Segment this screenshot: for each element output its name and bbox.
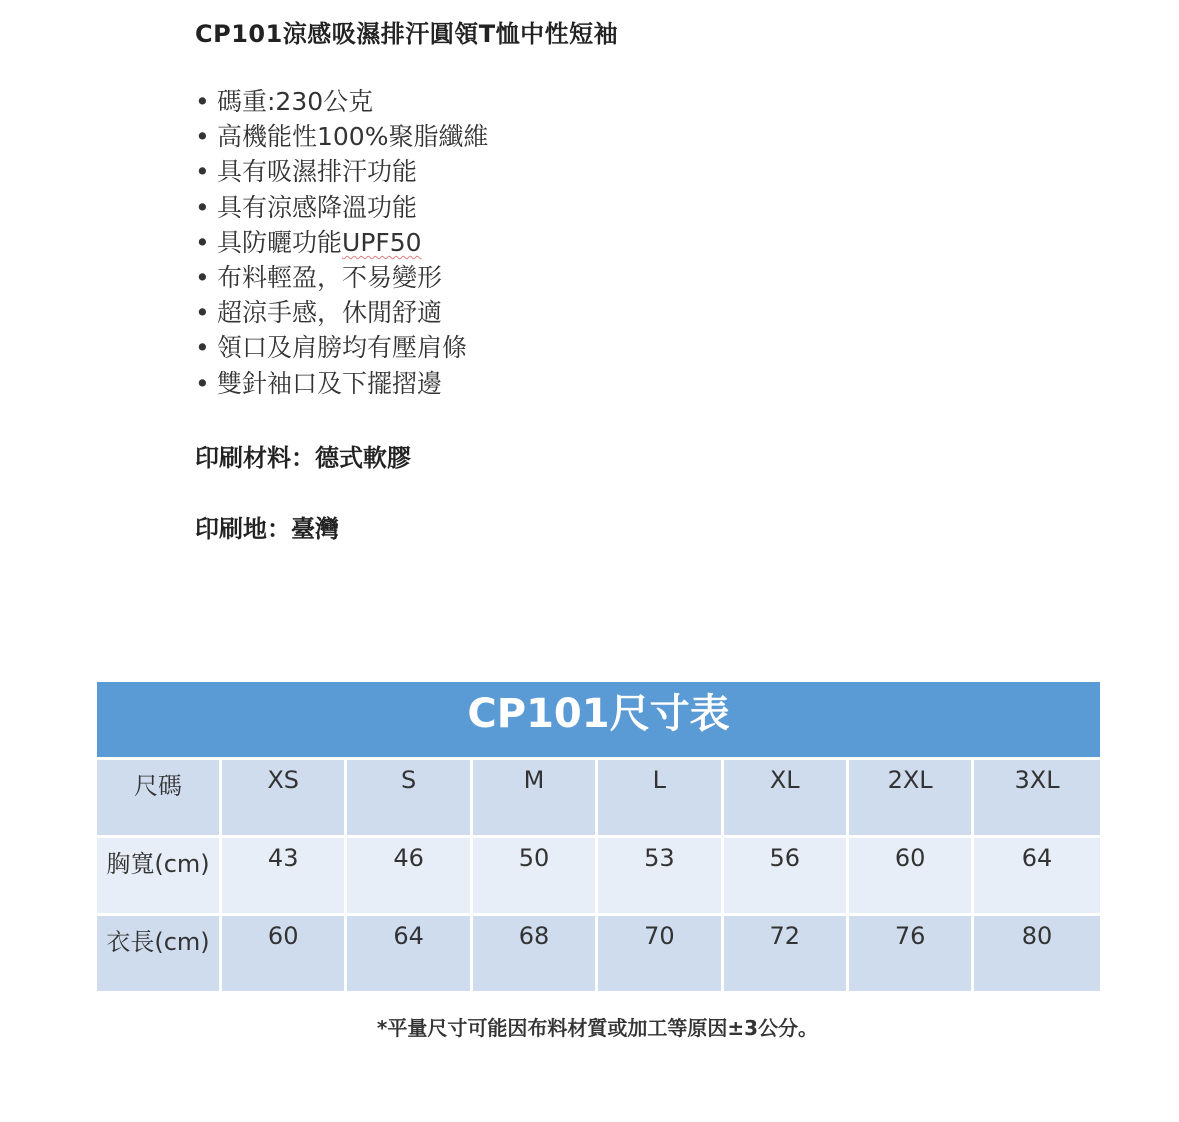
feature-item: • 具有涼感降溫功能 bbox=[195, 192, 418, 222]
feature-item: • 布料輕盈，不易變形 bbox=[195, 263, 443, 293]
feature-item: • 具防曬功能UPF50 bbox=[195, 227, 422, 257]
row-label: 尺碼 bbox=[97, 760, 222, 835]
print-place: 印刷地：臺灣 bbox=[195, 515, 339, 543]
row-label: 胸寬(cm) bbox=[97, 838, 222, 913]
feature-item: • 具有吸濕排汗功能 bbox=[195, 157, 418, 187]
feature-upf: UPF50 bbox=[342, 227, 422, 257]
table-cell: 50 bbox=[473, 838, 598, 913]
table-cell: 46 bbox=[347, 838, 472, 913]
feature-list bbox=[195, 84, 488, 401]
table-cell: S bbox=[347, 760, 472, 835]
feature-text: 領口及肩膀均有壓肩條 bbox=[217, 333, 468, 363]
table-cell: L bbox=[598, 760, 723, 835]
table-cell: 76 bbox=[849, 916, 974, 991]
table-header-row bbox=[97, 760, 1100, 835]
table-cell: 3XL bbox=[974, 760, 1099, 835]
feature-item: • 超涼手感，休閒舒適 bbox=[195, 298, 443, 328]
feature-text: 高機能性100%聚脂纖維 bbox=[217, 122, 489, 152]
product-title: CP101涼感吸濕排汗圓領T恤中性短袖 bbox=[195, 20, 619, 48]
feature-item: • 高機能性100%聚脂纖維 bbox=[195, 122, 489, 152]
size-table-title: CP101尺寸表 bbox=[97, 682, 1100, 757]
feature-text: 超涼手感，休閒舒適 bbox=[217, 298, 443, 328]
table-cell: XL bbox=[724, 760, 849, 835]
table-cell: 2XL bbox=[849, 760, 974, 835]
table-cell: 53 bbox=[598, 838, 723, 913]
table-cell: 68 bbox=[473, 916, 598, 991]
print-material: 印刷材料：德式軟膠 bbox=[195, 444, 411, 472]
feature-text: 具防曬功能 bbox=[217, 227, 343, 257]
measurement-note: *平量尺寸可能因布料材質或加工等原因±3公分。 bbox=[376, 1016, 819, 1040]
table-cell: 64 bbox=[347, 916, 472, 991]
feature-text: 具有吸濕排汗功能 bbox=[217, 157, 418, 187]
size-table bbox=[97, 682, 1100, 991]
table-cell: 56 bbox=[724, 838, 849, 913]
table-cell: 80 bbox=[974, 916, 1099, 991]
table-cell: 60 bbox=[222, 916, 347, 991]
table-cell: 70 bbox=[598, 916, 723, 991]
table-cell: 60 bbox=[849, 838, 974, 913]
feature-text: 雙針袖口及下擺摺邊 bbox=[217, 368, 443, 398]
feature-text: 具有涼感降溫功能 bbox=[217, 192, 418, 222]
row-label: 衣長(cm) bbox=[97, 916, 222, 991]
table-cell: 43 bbox=[222, 838, 347, 913]
table-cell: 64 bbox=[974, 838, 1099, 913]
feature-text: 碼重:230公克 bbox=[217, 87, 374, 116]
table-row bbox=[97, 838, 1100, 913]
table-cell: 72 bbox=[724, 916, 849, 991]
feature-item: • 雙針袖口及下擺摺邊 bbox=[195, 368, 443, 398]
feature-item: • 領口及肩膀均有壓肩條 bbox=[195, 333, 468, 363]
table-row bbox=[97, 916, 1100, 991]
feature-item: • 碼重:230公克 bbox=[195, 87, 374, 116]
table-cell: M bbox=[473, 760, 598, 835]
table-cell: XS bbox=[222, 760, 347, 835]
feature-text: 布料輕盈，不易變形 bbox=[217, 263, 443, 293]
